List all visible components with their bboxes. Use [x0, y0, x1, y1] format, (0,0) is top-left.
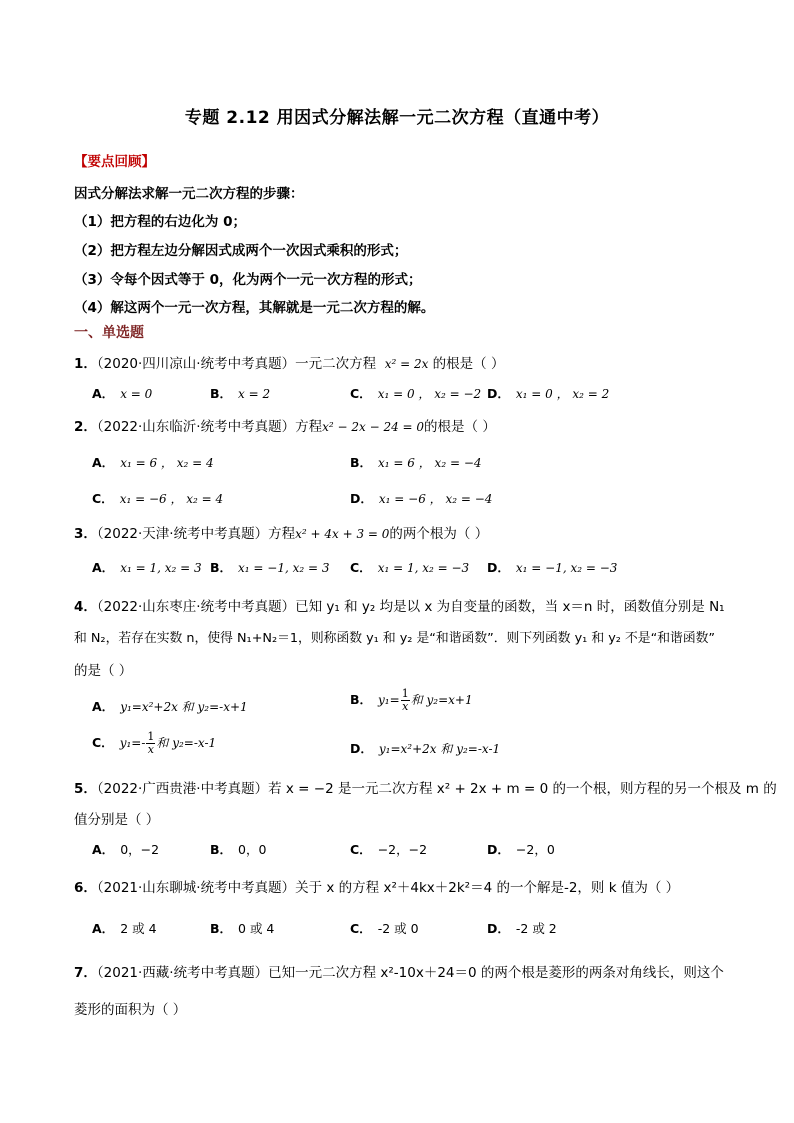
- question-number: 1．: [74, 356, 97, 372]
- option-b[interactable]: B． 0 或 4: [210, 921, 275, 936]
- question-2: [74, 415, 496, 435]
- review-heading: 【要点回顾】: [74, 154, 155, 170]
- question-source: （2022·山东临沂·统考中考真题）: [96, 419, 296, 435]
- option-c[interactable]: C． x₁ = −6 ， x₂ = 4: [92, 491, 224, 506]
- question-number: 7．: [74, 965, 97, 981]
- question-source: （2021·西藏·统考中考真题）: [96, 965, 269, 981]
- question-source: （2022·山东枣庄·统考中考真题）: [96, 599, 296, 615]
- question-source: （2022·天津·统考中考真题）: [96, 526, 269, 542]
- question-source: （2020·四川凉山·统考中考真题）: [96, 356, 296, 372]
- option-c[interactable]: C． x₁ = 1, x₂ = −3: [350, 560, 470, 575]
- option-b[interactable]: B． y₁= $\frac{1}{x}$ 和 y₂=x+1: [350, 687, 473, 713]
- option-a[interactable]: A． 2 或 4: [92, 921, 157, 936]
- option-b[interactable]: B． 0，0: [210, 842, 267, 857]
- option-a[interactable]: A． 0，−2: [92, 842, 160, 857]
- question-text: 的根是（ ）: [424, 419, 496, 435]
- equation: x² = 2x: [384, 357, 429, 371]
- question-number: 5．: [74, 781, 97, 797]
- option-d[interactable]: D． -2 或 2: [487, 921, 557, 936]
- fraction: $\frac{1}{x}$: [147, 730, 155, 756]
- option-b[interactable]: B． x₁ = −1, x₂ = 3: [210, 560, 330, 575]
- review-step-3: （3）令每个因式等于 0，化为两个一元一次方程的形式；: [74, 272, 422, 288]
- question-number: 4．: [74, 599, 97, 615]
- question-1: [74, 352, 504, 372]
- option-d[interactable]: D． x₁ = −1, x₂ = −3: [487, 560, 618, 575]
- option-d[interactable]: D． x₁ = 0 ， x₂ = 2: [487, 386, 610, 401]
- option-a[interactable]: A． x₁ = 1, x₂ = 3: [92, 560, 202, 575]
- question-text: 已知 y₁ 和 y₂ 均是以 x 为自变量的函数，当 x＝n 时，函数值分别是 N₁: [295, 599, 725, 615]
- question-5: [74, 777, 777, 797]
- question-7-line-2: 菱形的面积为（ ）: [74, 1002, 187, 1018]
- question-5-line-2: 值分别是（ ）: [74, 812, 160, 828]
- section-heading: 一、单选题: [74, 325, 144, 341]
- option-a[interactable]: A． x = 0: [92, 386, 153, 401]
- option-c[interactable]: C． y₁=- $\frac{1}{x}$ 和 y₂=-x-1: [92, 730, 217, 756]
- option-c[interactable]: C． -2 或 0: [350, 921, 419, 936]
- review-intro: 因式分解法求解一元二次方程的步骤：: [74, 186, 304, 202]
- question-source: （2021·山东聊城·统考中考真题）: [96, 880, 296, 896]
- question-number: 3．: [74, 526, 97, 542]
- option-a[interactable]: A． x₁ = 6 ， x₂ = 4: [92, 455, 214, 470]
- question-6: [74, 876, 679, 896]
- question-4: [74, 595, 725, 615]
- fraction: $\frac{1}{x}$: [401, 687, 409, 713]
- option-c[interactable]: C． −2，−2: [350, 842, 428, 857]
- page-title: 专题 2.12 用因式分解法解一元二次方程（直通中考）: [184, 108, 610, 128]
- question-text: 的两个根为（ ）: [389, 526, 489, 542]
- question-4-line-3: 的是（ ）: [74, 663, 133, 679]
- option-b[interactable]: B． x = 2: [210, 386, 271, 401]
- question-text: 一元二次方程: [295, 356, 377, 372]
- equation: x² + 4x + 3 = 0: [295, 527, 390, 541]
- question-7: [74, 961, 724, 981]
- option-c[interactable]: C． x₁ = 0 ， x₂ = −2: [350, 386, 482, 401]
- question-text: 方程: [295, 419, 323, 435]
- equation: x² − 2x − 24 = 0: [322, 420, 425, 434]
- option-d[interactable]: D． y₁=x²+2x 和 y₂=-x-1: [350, 741, 501, 756]
- review-step-4: （4）解这两个一元一次方程，其解就是一元二次方程的解。: [74, 300, 435, 316]
- question-text: 已知一元二次方程 x²-10x＋24＝0 的两个根是菱形的两条对角线长，则这个: [268, 965, 724, 981]
- option-a[interactable]: A． y₁=x²+2x 和 y₂=-x+1: [92, 699, 248, 714]
- question-text: 关于 x 的方程 x²＋4kx＋2k²＝4 的一个解是-2，则 k 值为（ ）: [295, 880, 680, 896]
- question-3: [74, 522, 488, 542]
- question-text: 的根是（ ）: [432, 356, 505, 372]
- option-d[interactable]: D． x₁ = −6 ， x₂ = −4: [350, 491, 493, 506]
- review-step-2: （2）把方程左边分解因式成两个一次因式乘积的形式；: [74, 243, 408, 259]
- question-4-line-2: 和 N₂，若存在实数 n，使得 N₁+N₂＝1，则称函数 y₁ 和 y₂ 是“和谐函数”．则下列函数 y₁ 和 y₂ 不是“和谐函数”: [74, 631, 716, 646]
- question-source: （2022·广西贵港·中考真题）: [96, 781, 269, 797]
- question-text: 若 x = −2 是一元二次方程 x² + 2x + m = 0 的一个根，则方程的另一个根及 m 的: [268, 781, 777, 797]
- option-d[interactable]: D． −2，0: [487, 842, 555, 857]
- question-number: 6．: [74, 880, 97, 896]
- review-step-1: （1）把方程的右边化为 0；: [74, 214, 246, 230]
- question-text: 方程: [268, 526, 296, 542]
- question-number: 2．: [74, 419, 97, 435]
- option-b[interactable]: B． x₁ = 6 ， x₂ = −4: [350, 455, 482, 470]
